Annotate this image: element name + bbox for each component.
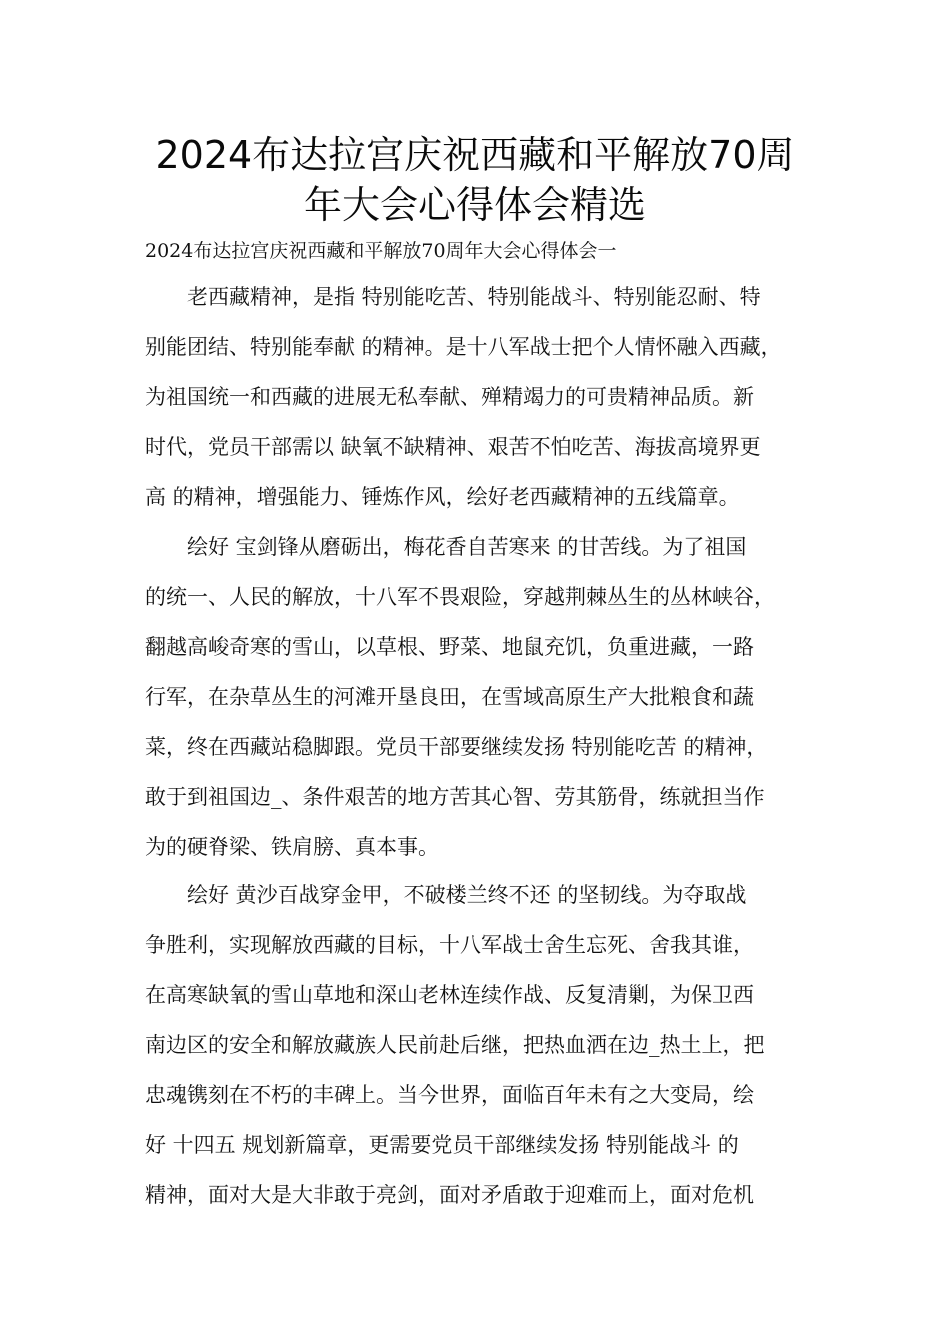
text-line: 翻越高峻奇寒的雪山，以草根、野菜、地鼠充饥，负重进藏，一路 xyxy=(145,635,754,659)
title-line-2: 年大会心得体会精选 xyxy=(303,183,646,227)
text-line: 为祖国统一和西藏的进展无私奉献、殚精竭力的可贵精神品质。新 xyxy=(145,385,754,409)
text-line: 行军，在杂草丛生的河滩开垦良田，在雪域高原生产大批粮食和蔬 xyxy=(145,685,754,709)
paragraph-3 xyxy=(145,870,825,1220)
text-line: 别能团结、特别能奉献 的精神。是十八军战士把个人情怀融入西藏， xyxy=(145,335,782,359)
text-line: 菜，终在西藏站稳脚跟。党员干部要继续发扬 特别能吃苦 的精神， xyxy=(145,735,768,759)
text-line: 敢于到祖国边_、条件艰苦的地方苦其心智、劳其筋骨，练就担当作 xyxy=(145,785,765,809)
text-line: 高 的精神，增强能力、锤炼作风，绘好老西藏精神的五线篇章。 xyxy=(145,485,740,509)
text-line: 好 十四五 规划新篇章，更需要党员干部继续发扬 特别能战斗 的 xyxy=(145,1133,739,1157)
paragraph-2 xyxy=(145,522,825,872)
text-line: 为的硬脊梁、铁肩膀、真本事。 xyxy=(145,835,439,859)
paragraph-1 xyxy=(145,272,825,522)
text-line: 忠魂镌刻在不朽的丰碑上。当今世界，面临百年未有之大变局，绘 xyxy=(145,1083,754,1107)
text-line: 精神，面对大是大非敢于亮剑，面对矛盾敢于迎难而上，面对危机 xyxy=(145,1183,754,1207)
document-title xyxy=(120,130,830,230)
text-line: 在高寒缺氧的雪山草地和深山老林连续作战、反复清剿，为保卫西 xyxy=(145,983,754,1007)
text-line: 绘好 宝剑锋从磨砺出，梅花香自苦寒来 的甘苦线。为了祖国 xyxy=(187,535,747,559)
title-line-1: 2024布达拉宫庆祝西藏和平解放70周 xyxy=(155,133,795,177)
text-line: 绘好 黄沙百战穿金甲，不破楼兰终不还 的坚韧线。为夺取战 xyxy=(187,883,747,907)
text-line: 争胜利，实现解放西藏的目标，十八军战士舍生忘死、舍我其谁， xyxy=(145,933,754,957)
text-line: 老西藏精神，是指 特别能吃苦、特别能战斗、特别能忍耐、特 xyxy=(187,285,761,309)
section-heading: 2024布达拉宫庆祝西藏和平解放70周年大会心得体会一 xyxy=(145,240,617,262)
text-line: 的统一、人民的解放，十八军不畏艰险，穿越荆棘丛生的丛林峡谷， xyxy=(145,585,775,609)
text-line: 南边区的安全和解放藏族人民前赴后继，把热血洒在边_热土上，把 xyxy=(145,1033,765,1057)
text-line: 时代，党员干部需以 缺氧不缺精神、艰苦不怕吃苦、海拔高境界更 xyxy=(145,435,761,459)
